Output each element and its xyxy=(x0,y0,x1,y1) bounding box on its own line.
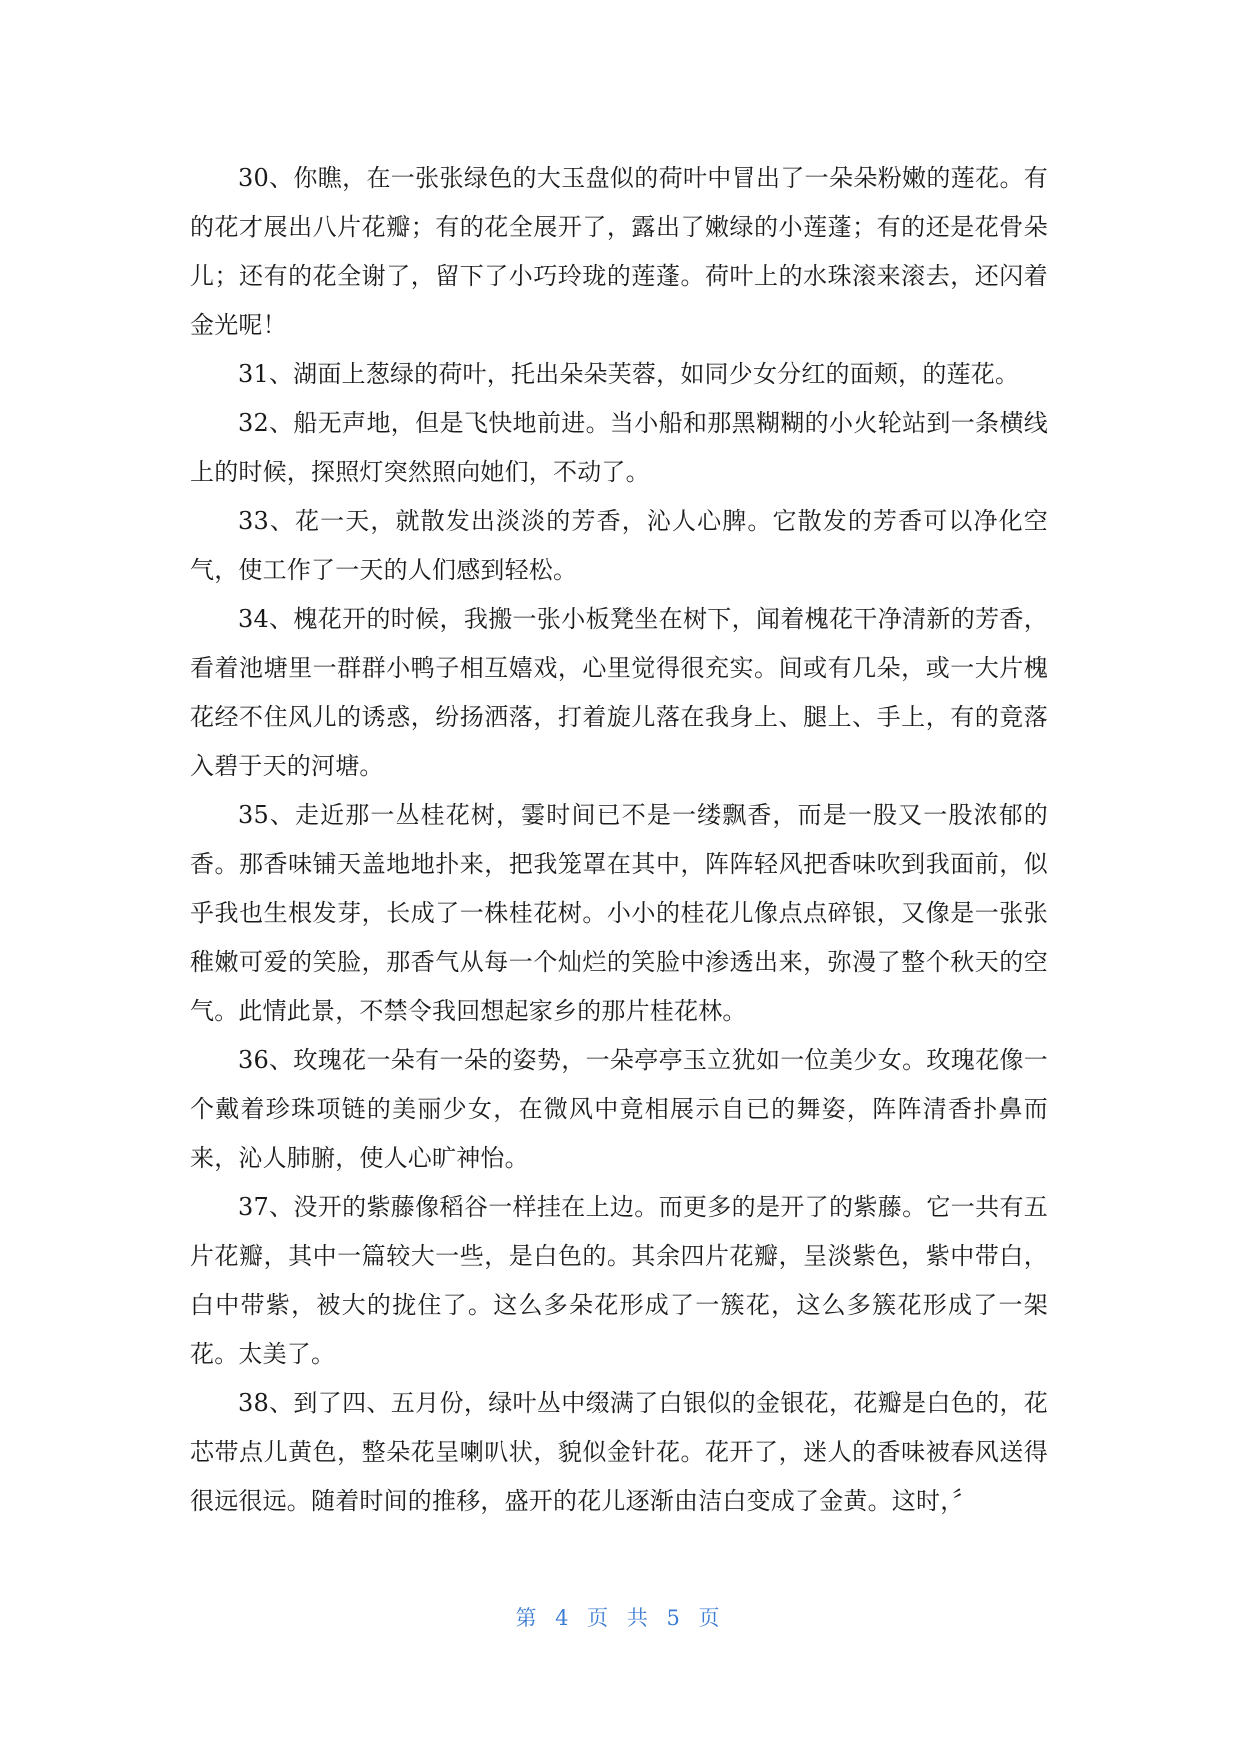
paragraph-30: 30、你瞧，在一张张绿色的大玉盘似的荷叶中冒出了一朵朵粉嫩的莲花。有的花才展出八片花瓣；有的花全展开了，露出了嫩绿的小莲蓬；有的还是花骨朵儿；还有的花全谢了，留下了小巧玲珑的莲蓬。荷叶上的水珠滚来滚去，还闪着金光呢！ xyxy=(190,164,1048,339)
document-body xyxy=(190,154,1048,1526)
paragraph-33: 33、花一天，就散发出淡淡的芳香，沁人心脾。它散发的芳香可以净化空气，使工作了一天的人们感到轻松。 xyxy=(190,507,1048,584)
paragraph-35: 35、走近那一丛桂花树，霎时间已不是一缕飘香，而是一股又一股浓郁的香。那香味铺天盖地地扑来，把我笼罩在其中，阵阵轻风把香味吹到我面前，似乎我也生根发芽，长成了一株桂花树。小小的桂花儿像点点碎银，又像是一张张稚嫩可爱的笑脸，那香气从每一个灿烂的笑脸中渗透出来，弥漫了整个秋天的空气。此情此景，不禁令我回想起家乡的那片桂花林。 xyxy=(190,801,1048,1025)
paragraph-31: 31、湖面上葱绿的荷叶，托出朵朵芙蓉，如同少女分红的面颊，的莲花。 xyxy=(238,360,1020,388)
paragraph-37: 37、没开的紫藤像稻谷一样挂在上边。而更多的是开了的紫藤。它一共有五片花瓣，其中一篇较大一些，是白色的。其余四片花瓣，呈淡紫色，紫中带白，白中带紫，被大的拢住了。这么多朵花形成了一簇花，这么多簇花形成了一架花。太美了。 xyxy=(190,1193,1048,1368)
paragraph-36: 36、玫瑰花一朵有一朵的姿势，一朵亭亭玉立犹如一位美少女。玫瑰花像一个戴着珍珠项链的美丽少女，在微风中竟相展示自已的舞姿，阵阵清香扑鼻而来，沁人肺腑，使人心旷神怡。 xyxy=(190,1046,1048,1172)
paragraph-32: 32、船无声地，但是飞快地前进。当小船和那黑糊糊的小火轮站到一条横线上的时候，探照灯突然照向她们，不动了。 xyxy=(190,409,1048,486)
paragraph-38: 38、到了四、五月份，绿叶丛中缀满了白银似的金银花，花瓣是白色的，花芯带点儿黄色，整朵花呈喇叭状，貌似金针花。花开了，迷人的香味被春风送得很远很远。随着时间的推移，盛开的花儿逐渐由洁白变成了金黄。这时，〞 xyxy=(190,1389,1048,1515)
paragraph-34: 34、槐花开的时候，我搬一张小板凳坐在树下，闻着槐花干净清新的芳香，看着池塘里一群群小鸭子相互嬉戏，心里觉得很充实。间或有几朵，或一大片槐花经不住风儿的诱惑，纷扬洒落，打着旋儿落在我身上、腿上、手上，有的竟落入碧于天的河塘。 xyxy=(190,605,1048,780)
page-number-footer: 第 4 页 共 5 页 xyxy=(515,1606,726,1630)
